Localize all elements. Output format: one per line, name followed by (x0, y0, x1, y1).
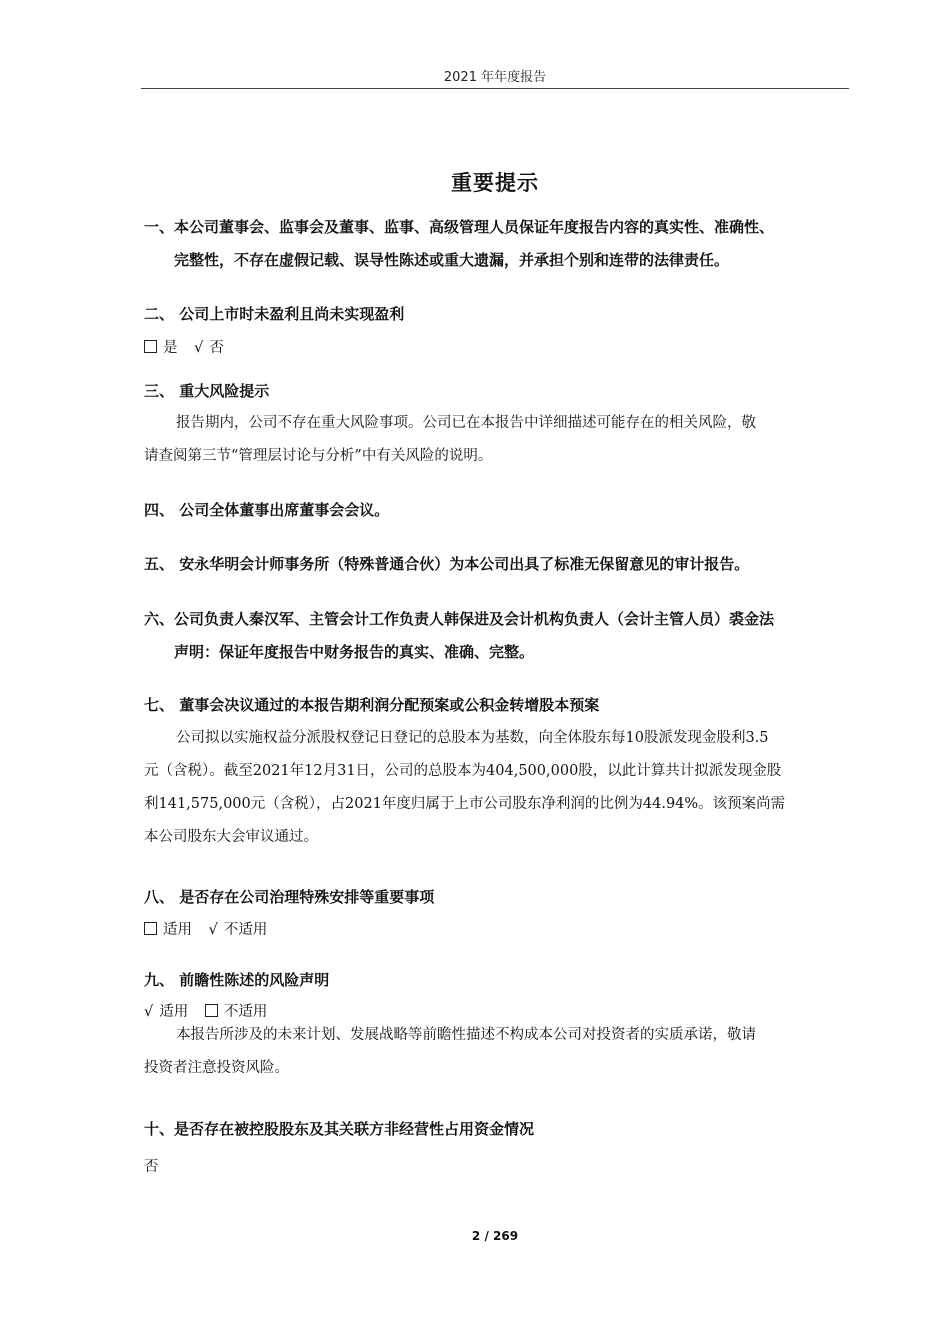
running-header: 2021 年年度报告 (443, 70, 547, 85)
section-3-line-2: 请查阅第三节“管理层讨论与分析”中有关风险的说明。 (144, 448, 493, 464)
option-applicable: 适用 (163, 922, 192, 938)
page-title: 重要提示 (451, 171, 539, 195)
section-7-line-4: 本公司股东大会审议通过。 (144, 829, 318, 845)
section-6-line-1: 六、公司负责人秦汉军、主管会计工作负责人韩保进及会计机构负责人（会计主管人员）裘金法 (144, 610, 775, 628)
section-8-heading: 八、 是否存在公司治理特殊安排等重要事项 (144, 888, 435, 906)
section-9-line-1: 本报告所涉及的未来计划、发展战略等前瞻性描述不构成本公司对投资者的实质承诺，敬请 (176, 1027, 756, 1043)
section-1-line-1: 一、本公司董事会、监事会及董事、监事、高级管理人员保证年度报告内容的真实性、准确性、 (144, 218, 775, 236)
section-5-heading: 五、 安永华明会计师事务所（特殊普通合伙）为本公司出具了标准无保留意见的审计报告。 (144, 555, 750, 573)
unchecked-box-icon (205, 1004, 218, 1017)
section-4-heading: 四、 公司全体董事出席董事会会议。 (144, 501, 390, 519)
section-6-line-2: 声明：保证年度报告中财务报告的真实、准确、完整。 (174, 643, 535, 661)
checkmark-icon: √ (208, 922, 218, 938)
section-7-line-1: 公司拟以实施权益分派股权登记日登记的总股本为基数，向全体股东每10股派发现金股利3.5 (176, 730, 769, 746)
section-7-line-2: 元（含税）。截至2021年12月31日，公司的总股本为404,500,000股，以此计算共计拟派发现金股 (144, 763, 782, 779)
section-7-line-3: 利141,575,000元（含税），占2021年度归属于上市公司股东净利润的比例为44.94%。该预案尚需 (144, 796, 786, 812)
section-1-line-2: 完整性，不存在虚假记载、误导性陈述或重大遗漏，并承担个别和连带的法律责任。 (174, 251, 730, 269)
header-divider (141, 88, 849, 89)
section-3-body (144, 407, 850, 473)
option-no: 否 (209, 340, 224, 356)
checkmark-icon: √ (144, 1004, 154, 1020)
section-9-body (144, 1019, 850, 1085)
section-10-answer: 否 (144, 1159, 159, 1175)
section-9-line-2: 投资者注意投资风险。 (144, 1060, 289, 1076)
section-6 (144, 603, 850, 669)
section-1 (144, 211, 850, 277)
option-applicable: 适用 (159, 1004, 189, 1020)
section-7-heading: 七、 董事会决议通过的本报告期利润分配预案或公积金转增股本预案 (144, 696, 600, 714)
section-10-heading: 十、是否存在被控股股东及其关联方非经营性占用资金情况 (144, 1120, 535, 1138)
checkmark-icon: √ (194, 340, 204, 356)
section-2-heading: 二、 公司上市时未盈利且尚未实现盈利 (144, 305, 405, 323)
section-7-body (144, 722, 850, 854)
unchecked-box-icon (144, 340, 157, 353)
unchecked-box-icon (144, 922, 157, 935)
option-not-applicable: 不适用 (223, 922, 268, 938)
section-3-heading: 三、 重大风险提示 (144, 382, 270, 400)
option-yes: 是 (163, 340, 178, 356)
section-2-options (144, 333, 850, 363)
page-number: 2 / 269 (471, 1229, 519, 1243)
option-not-applicable: 不适用 (223, 1004, 268, 1020)
section-8-options (144, 915, 850, 945)
section-3-line-1: 报告期内，公司不存在重大风险事项。公司已在本报告中详细描述可能存在的相关风险，敬 (176, 415, 756, 431)
section-9-heading: 九、 前瞻性陈述的风险声明 (144, 971, 330, 989)
